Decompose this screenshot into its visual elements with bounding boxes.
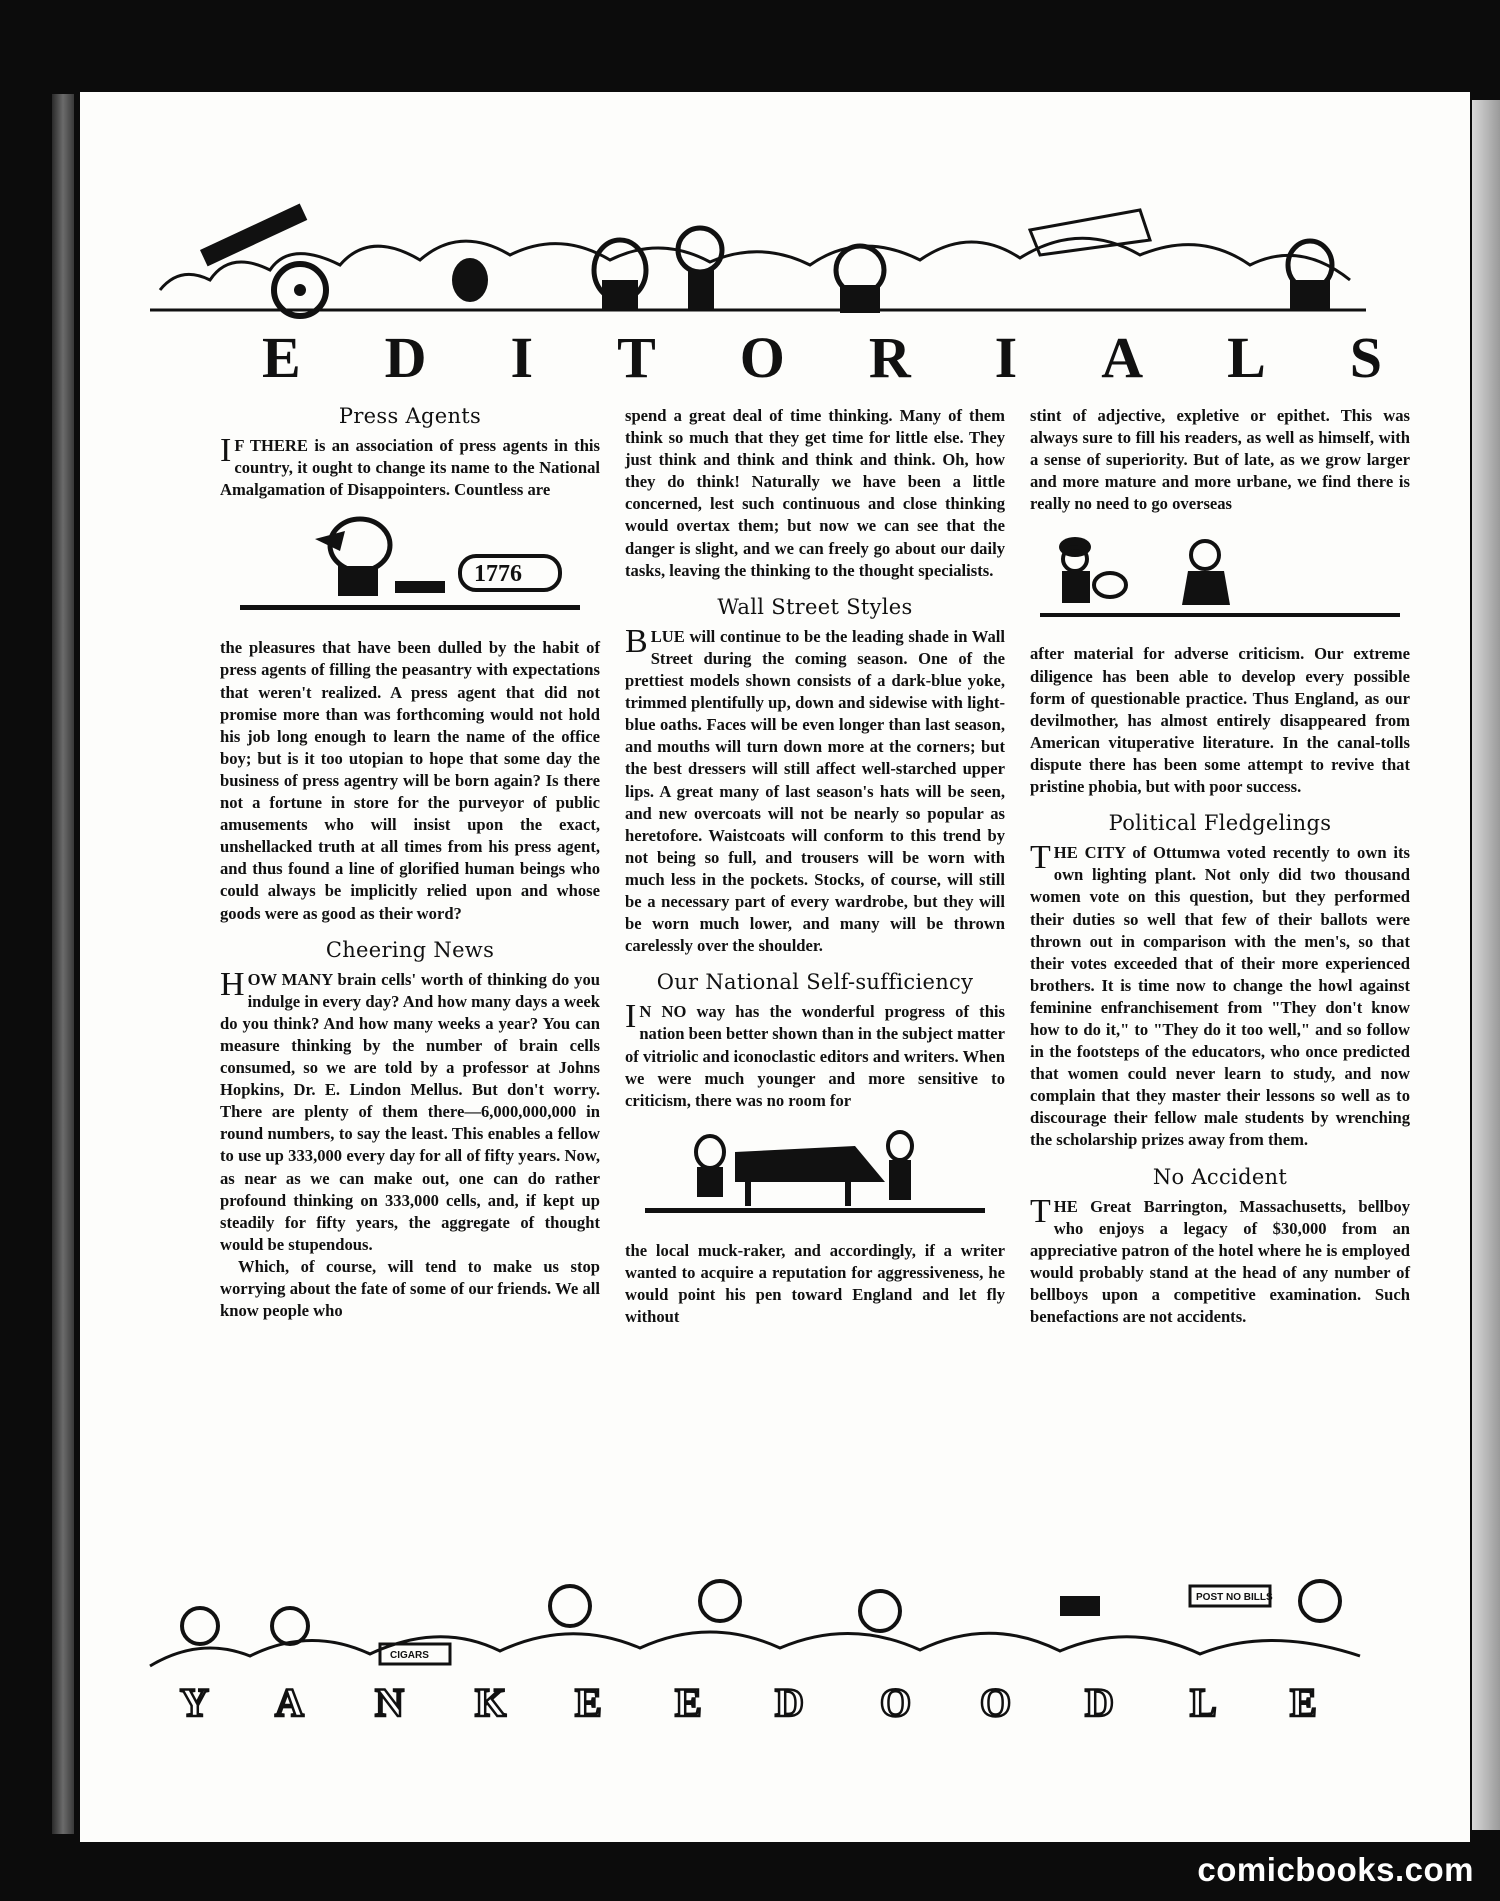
article-paragraph: THE Great Barrington, Massachusetts, bellboy who enjoys a legacy of $30,000 from an appreciative patron of the hotel where he is employed would probably stand at the head of any number of bellboys upon a competitive examination. Such benefactions are not accidents. [1030,1192,1410,1327]
yankee-doodle-letter: A [275,1680,304,1725]
cartoon-1776-illustration [220,511,600,619]
masthead-letter: S [1349,325,1382,390]
yankee-doodle-letter: E [575,1680,602,1725]
masthead-letter: O [739,325,785,390]
yankee-doodle-letter: D [1085,1680,1114,1725]
watermark: comicbooks.com [1197,1851,1474,1888]
post-no-bills-sign: POST NO BILLS [1196,1592,1273,1603]
masthead-letter: T [617,325,656,390]
masthead-letter: A [1101,325,1144,390]
yankee-doodle-letter: L [1190,1680,1217,1725]
article-paragraph: the local muck-raker, and accordingly, if a writer wanted to acquire a reputation for aggressiveness, he would point his pen toward England and let fly without [625,1240,1005,1327]
article-paragraph: the pleasures that have been dulled by the habit of press agents of filling the peasantry with expectations that weren't realized. A press agent that did not promise more than was forthcoming would not hold his job long enough to learn the name of the office boy; but is it too utopian to hope that some day the business of press agentry will be born again? Is there not a fortune in store for the purveyor of public amusements who will insist upon the exact, unshellacked truth at all times from his press agent, and thus found a line of glorified human beings who could always be implicitly relied upon and whose goods were as good as their word? [220,638,600,923]
yankee-doodle-letter: E [675,1680,702,1725]
article-paragraph: BLUE will continue to be the leading shade in Wall Street during the coming season. One of the prettiest models shown consists of a dark-blue yoke, trimmed plentifully up, down and sidewise with light-blue oaths. Faces will be even longer than last season, and mouths will turn down more at the corners; but the best dressers will still affect well-starched upper lips. A great many of last season's hats will be seen, and new overcoats will not be nearly so popular as heretofore. Waistcoats will conform to this trend by not being so full, and trousers will be worn with much less in the pockets. Stocks, of course, will still be a necessary part of every wardrobe, but they will be worn much lower, and many will be thrown carelessly over the shoulder. [625,622,1005,956]
article-title: Political Fledgelings [1108,811,1332,836]
book-spine [52,94,74,1834]
masthead-editorials [262,324,1382,391]
yankee-doodle-letter: E [1290,1680,1317,1725]
yankee-doodle-letter: D [775,1680,804,1725]
cartoon-piano-illustration [625,1122,1005,1222]
article-paragraph: HOW MANY brain cells' worth of thinking do you indulge in every day? And how many days a week do you think? And how many weeks a year? You can measure thinking by the number of brain cells consumed, so we are told by a professor at Johns Hopkins, Dr. E. Lindon Mellus. But don't worry. There are plenty of them there—6,000,000,000 in round numbers, to say the least. This enables a fellow to use up 333,000 every day for all of fifty years. Now, as near as we can make out, one can do rather profound thinking on 333,000 cells, and, if kept up steadily for fifty years, the aggregate of thought would be stupendous. [220,965,600,1254]
article-paragraph: IN NO way has the wonderful progress of this nation been better shown than in the subject matter of vitriolic and iconoclastic editors and writers. When we were much younger and more sensitive to criticism, there was no room for [625,998,1005,1110]
article-paragraph: stint of adjective, expletive or epithet. This was always sure to fill his readers, as well as himself, with a sense of superiority. But of late, as we grow larger and more mature and more urbane, we find there is really no need to go overseas [1030,406,1410,514]
yankee-doodle-letter: K [475,1680,507,1725]
masthead-letter: D [384,325,427,390]
facing-page-edge [1472,100,1500,1830]
masthead-letter: I [994,325,1018,390]
article-title: Press Agents [338,404,482,428]
cartoon-1776-label: 1776 [474,561,522,588]
bottom-banner-yankee-doodle [140,1556,1376,1726]
article-paragraph: THE CITY of Ottumwa voted recently to own its own lighting plant. Not only did two thousand women vote on this question, but they performed their duties so well that few of their ballots were thrown out in comparison with the men's, so that their votes exceeded that of their more experienced brothers. It is time now to change the howl against feminine enfranchisement from "They don't know how to do it," to "They do it too well," and so follow in the footsteps of the educators, who once predicted that women could never learn to study, and now complain that they master their lessons so well as to discourage their fellow male students by wrenching the scholarship prizes away from them. [1030,839,1410,1150]
article-paragraph: spend a great deal of time thinking. Many of them think so much that they get time for little else. They just think and think and think and think. Oh, how they do think! Naturally we have been a little concerned, lest such continuous and close thinking would overtax them; but now we can see that the danger is slight, and we can freely go about our daily tasks, leaving the thinking to the thought specialists. [625,406,1005,580]
article-paragraph: IF THERE is an association of press agents in this country, it ought to change its name to the National Amalgamation of Disappointers. Countless are [220,432,600,500]
yankee-doodle-letter: O [980,1680,1012,1725]
article-title: Cheering News [325,937,495,962]
masthead-letter: R [868,325,911,390]
yankee-doodle-letter: Y [180,1680,209,1725]
article-paragraph: after material for adverse criticism. Our extreme diligence has been able to develop every possible form of questionable practice. Thus England, as our devilmother, has almost entirely disappeared from American vituperative literature. In the canal-tolls dispute there has been some attempt to revive that pristine phobia, but with poor success. [1030,644,1410,797]
article-title: No Accident [1152,1164,1288,1189]
article-title: Wall Street Styles [717,594,913,619]
cartoon-musicians-illustration [1030,525,1410,625]
article-paragraph: Which, of course, will tend to make us stop worrying about the fate of some of our friends. We all know people who [220,1256,600,1321]
column-2 [625,405,1005,1328]
column-3 [1030,405,1410,1328]
top-banner-illustration [140,170,1376,320]
article-title: Our National Self-sufficiency [656,970,974,995]
masthead-letter: L [1227,325,1266,390]
column-1 [220,405,600,1322]
masthead-letter: I [510,325,534,390]
yankee-doodle-letter: O [880,1680,912,1725]
yankee-doodle-letter: N [375,1680,404,1725]
masthead-letter: E [262,325,301,390]
cigars-sign: CIGARS [390,1650,429,1661]
